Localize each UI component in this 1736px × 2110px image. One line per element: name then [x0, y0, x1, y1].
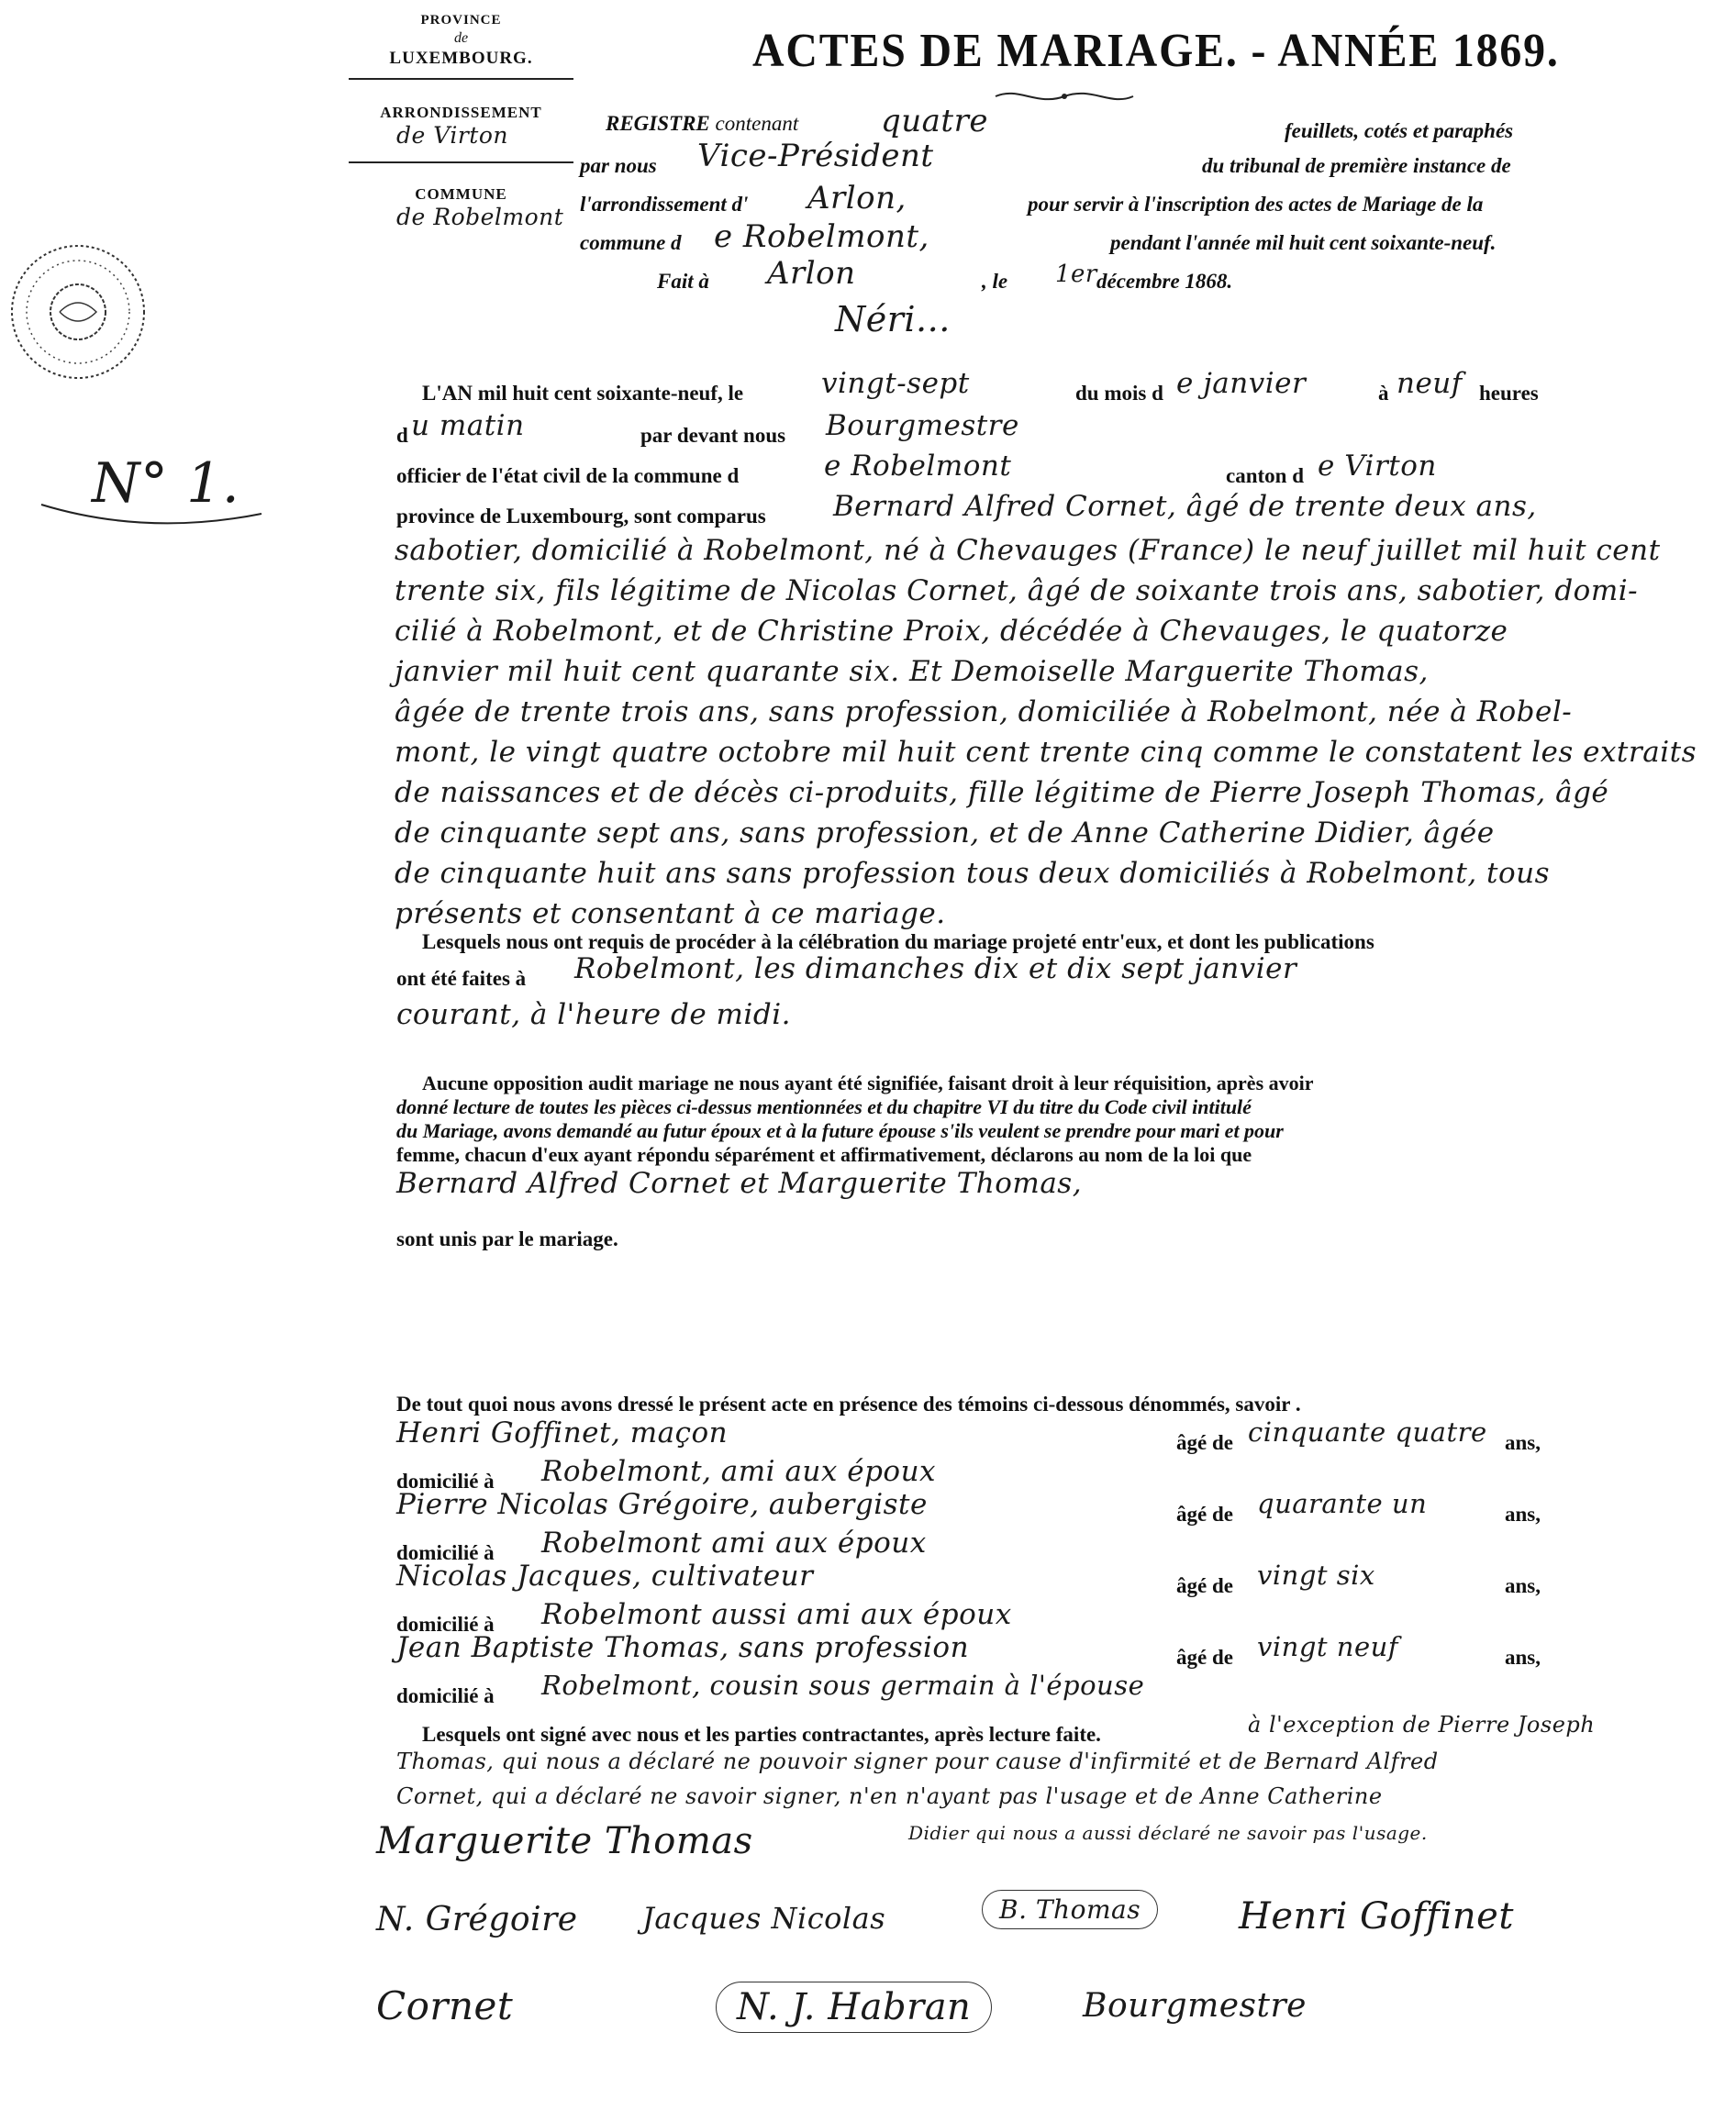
entry-number-flourish — [37, 495, 266, 532]
par-nous-label: par nous — [580, 154, 657, 177]
opening-du-mois: du mois d — [1075, 382, 1163, 405]
date-suffix: décembre 1868. — [1096, 270, 1233, 293]
witness-dom-label: domicilié à — [396, 1470, 495, 1493]
witness-dom-label: domicilié à — [396, 1684, 495, 1707]
body-line: janvier mil huit cent quarante six. Et Demoiselle Marguerite Thomas, — [395, 655, 1429, 688]
witness-age: cinquante quatre — [1248, 1416, 1487, 1448]
witness-age-label: âgé de — [1176, 1503, 1233, 1526]
official-seal-stamp — [0, 220, 156, 404]
commune-of-label: commune d — [580, 231, 682, 254]
registre-label: REGISTRE — [606, 112, 710, 135]
signature-bride: Marguerite Thomas — [376, 1820, 753, 1862]
signature-gregoire: N. Grégoire — [376, 1901, 578, 1938]
witness-age-label: âgé de — [1176, 1646, 1233, 1669]
closing-hand-1: à l'exception de Pierre Joseph — [1248, 1712, 1596, 1738]
witness-age-label: âgé de — [1176, 1431, 1233, 1454]
witness-age: quarante un — [1257, 1488, 1428, 1519]
opening-official-hand: Bourgmestre — [826, 409, 1019, 442]
opening-day-hand: vingt-sept — [821, 367, 970, 400]
tribunal-label: du tribunal de première instance de — [1202, 154, 1511, 177]
commune-label: COMMUNE — [415, 185, 507, 203]
witness-ans: ans, — [1505, 1646, 1541, 1669]
witness-name: Pierre Nicolas Grégoire, aubergiste — [396, 1488, 928, 1521]
witness-ans: ans, — [1505, 1574, 1541, 1597]
opening-d: d — [396, 424, 408, 447]
opposition-line-3: du Mariage, avons demandé au futur époux et à la future épouse s'ils veulent se prendre pour mari et pour — [396, 1119, 1284, 1142]
entry-number: N° 1. — [92, 451, 240, 516]
signature-jacques: Jacques Nicolas — [642, 1901, 886, 1936]
body-line: de cinquante sept ans, sans profession, et de Anne Catherine Didier, âgée — [395, 816, 1495, 850]
witness-dom: Robelmont ami aux époux — [541, 1527, 927, 1560]
publications-text: Lesquels nous ont requis de procéder à la célébration du mariage projeté entr'eux, et dont les publications — [422, 930, 1374, 953]
witness-name: Jean Baptiste Thomas, sans profession — [396, 1631, 970, 1664]
date-hand: 1er — [1055, 261, 1097, 288]
opening-hour-hand: neuf — [1397, 367, 1463, 400]
commune-value: de Robelmont — [396, 204, 564, 230]
signature-goffinet: Henri Goffinet — [1239, 1895, 1514, 1938]
province-name: LUXEMBOURG. — [389, 49, 533, 68]
registre-label-row — [606, 108, 798, 139]
witness-age-label: âgé de — [1176, 1574, 1233, 1597]
publications-hand-1: Robelmont, les dimanches dix et dix sept janvier — [574, 952, 1297, 985]
signature-cornet: Cornet — [376, 1983, 514, 2028]
province-de: de — [453, 30, 469, 46]
body-line: trente six, fils légitime de Nicolas Cornet, âgé de soixante trois ans, sabotier, domi- — [395, 574, 1639, 607]
witness-ans: ans, — [1505, 1503, 1541, 1526]
header-divider — [349, 78, 573, 80]
closing-hand-2: Thomas, qui nous a déclaré ne pouvoir signer pour cause d'infirmité et de Bernard Alfred — [396, 1749, 1439, 1774]
body-line: de cinquante huit ans sans profession tous deux domiciliés à Robelmont, tous — [395, 857, 1551, 890]
signature-bourgmestre: Bourgmestre — [1083, 1987, 1307, 2025]
witness-dom-label: domicilié à — [396, 1541, 495, 1564]
province-label: PROVINCE — [420, 13, 502, 28]
signature-thomas: B. Thomas — [982, 1890, 1158, 1929]
register-signature: Néri... — [835, 299, 951, 339]
body-line: sabotier, domicilié à Robelmont, né à Chevauges (France) le neuf juillet mil huit cent — [395, 534, 1661, 567]
arrondissement-of-hand: Arlon, — [807, 180, 907, 217]
opening-an: L'AN mil huit cent soixante-neuf, le — [422, 382, 744, 405]
servir-label: pour servir à l'inscription des actes de Mariage de la — [1028, 193, 1484, 216]
witness-name: Henri Goffinet, maçon — [396, 1416, 729, 1449]
witness-dom: Robelmont, ami aux époux — [541, 1455, 937, 1488]
body-line: âgée de trente trois ans, sans profession, domiciliée à Robelmont, née à Robel- — [395, 695, 1573, 728]
opposition-names-hand: Bernard Alfred Cornet et Marguerite Thomas, — [396, 1167, 1083, 1200]
witness-dom-label: domicilié à — [396, 1613, 495, 1636]
opening-a: à — [1378, 382, 1389, 405]
opening-heures: heures — [1479, 382, 1539, 405]
body-line: mont, le vingt quatre octobre mil huit cent trente cinq comme le constatent les extraits — [395, 736, 1697, 769]
contenant-label: contenant — [715, 112, 799, 135]
fait-a-label: Fait à — [657, 270, 709, 293]
witness-name: Nicolas Jacques, cultivateur — [396, 1560, 814, 1593]
opposition-line-4: femme, chacun d'eux ayant répondu séparément et affirmativement, déclarons au nom de la loi que — [396, 1143, 1252, 1166]
publications-hand-2: courant, à l'heure de midi. — [396, 998, 791, 1031]
body-line: cilié à Robelmont, et de Christine Proix, décédée à Chevauges, le quatorze — [395, 615, 1508, 648]
title-ornament — [991, 84, 1138, 108]
left-header-block — [349, 13, 573, 230]
closing-hand-4: Didier qui nous a aussi déclaré ne savoir pas l'usage. — [908, 1822, 1428, 1844]
closing-text: Lesquels ont signé avec nous et les parties contractantes, après lecture faite. — [422, 1723, 1101, 1746]
fait-a-hand: Arlon — [767, 255, 856, 292]
opening-par-devant: par devant nous — [640, 424, 786, 447]
arrondissement-value: de Virton — [396, 122, 509, 149]
opening-officier: officier de l'état civil de la commune d — [396, 464, 740, 487]
arrondissement-label: ARRONDISSEMENT — [380, 104, 542, 121]
annee-label: pendant l'année mil huit cent soixante-neuf. — [1110, 231, 1497, 254]
opening-comparus-hand: Bernard Alfred Cornet, âgé de trente deux ans, — [833, 490, 1537, 523]
witness-dom: Robelmont aussi ami aux époux — [541, 1598, 1012, 1631]
opening-commune-hand: e Robelmont — [824, 450, 1012, 483]
signature-habran: N. J. Habran — [716, 1982, 992, 2033]
witness-dom: Robelmont, cousin sous germain à l'épouse — [541, 1670, 1145, 1701]
publications-faites: ont été faites à — [396, 967, 527, 990]
opening-time-hand: u matin — [411, 409, 525, 442]
par-nous-hand: Vice-Président — [697, 138, 934, 174]
witness-ans: ans, — [1505, 1431, 1541, 1454]
opposition-line-2: donné lecture de toutes les pièces ci-dessus mentionnées et du chapitre VI du titre du Code civil intitulé — [396, 1095, 1252, 1118]
date-prefix: , le — [982, 270, 1008, 293]
witnesses-intro: De tout quoi nous avons dressé le présent acte en présence des témoins ci-dessous dénommés, savoir . — [396, 1393, 1301, 1416]
feuillets-label: feuillets, cotés et paraphés — [1285, 119, 1514, 142]
opposition-line-1: Aucune opposition audit mariage ne nous ayant été signifiée, faisant droit à leur réquisition, après avoir — [422, 1072, 1314, 1094]
body-line: présents et consentant à ce mariage. — [395, 897, 946, 930]
witness-age: vingt six — [1257, 1560, 1375, 1591]
commune-of-hand: e Robelmont, — [714, 218, 929, 255]
opening-province: province de Luxembourg, sont comparus — [396, 505, 766, 528]
opening-canton: canton d — [1226, 464, 1304, 487]
opposition-unis: sont unis par le mariage. — [396, 1227, 618, 1250]
opening-canton-hand: e Virton — [1318, 450, 1437, 483]
register-count-hand: quatre — [881, 103, 988, 139]
header-divider-2 — [349, 161, 573, 163]
arrondissement-of-label: l'arrondissement d' — [580, 193, 749, 216]
closing-hand-3: Cornet, qui a déclaré ne savoir signer, n'en n'ayant pas l'usage et de Anne Catherine — [396, 1783, 1383, 1809]
body-line: de naissances et de décès ci-produits, fille légitime de Pierre Joseph Thomas, âgé — [395, 776, 1609, 809]
page-title: ACTES DE MARIAGE. - ANNÉE 1869. — [752, 25, 1560, 77]
opening-month-hand: e janvier — [1176, 367, 1307, 400]
witness-age: vingt neuf — [1257, 1631, 1399, 1662]
